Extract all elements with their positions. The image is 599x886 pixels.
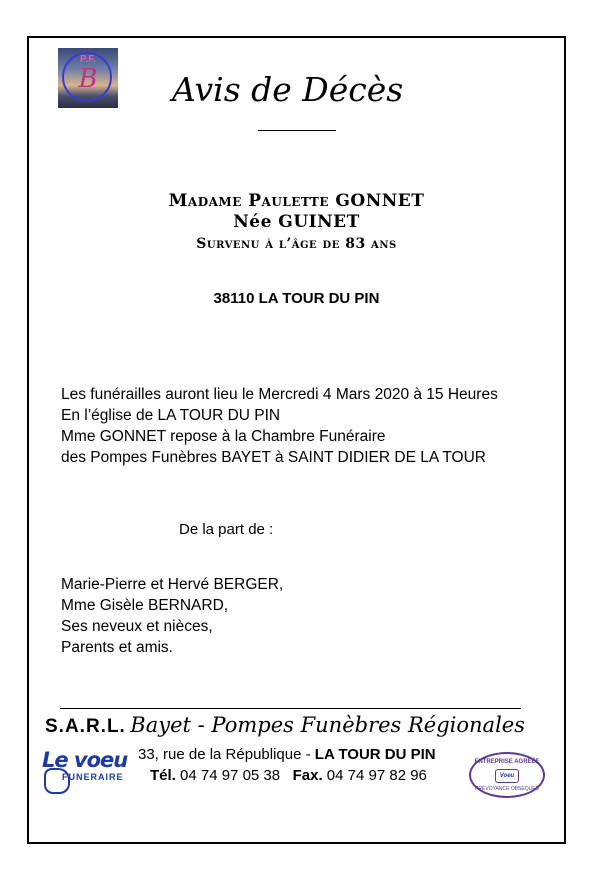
age-line: Survenu à l’âge de 83 ans [196,236,397,252]
deceased-name: Madame Paulette GONNET [168,191,425,211]
company-address [138,746,436,763]
tel-number: 04 74 97 05 38 [175,767,281,784]
fax-label: Fax. [292,767,323,784]
le-voeu-badge [42,748,128,798]
logo-initial: B [78,64,98,94]
address-city: LA TOUR DU PIN [314,746,436,763]
tel-label: Tél. [150,767,176,784]
fax-number: 04 74 97 82 96 [322,767,427,784]
title-divider [258,130,336,131]
company-name: Bayet - Pompes Funèbres Régionales [130,713,526,737]
family-list [61,574,283,658]
company-type: S.A.R.L. [45,716,126,737]
badge-left-main: Le voeu [42,748,128,772]
funeral-details [61,384,498,468]
address-street: 33, rue de la République - [138,746,315,763]
funeral-line: des Pompes Funèbres BAYET à SAINT DIDIER DE LA TOUR [61,449,486,466]
maiden-name: Née GUINET [233,212,360,232]
seal-top-text: ENTREPRISE AGRÉÉE [474,759,540,765]
funeral-line: En l’église de LA TOUR DU PIN [61,407,281,424]
deceased-location: 38110 LA TOUR DU PIN [213,290,380,307]
badge-left-sub: FUNERAIRE [62,772,124,782]
company-logo [58,48,118,108]
company-line [45,713,525,738]
family-line: Marie-Pierre et Hervé BERGER, [61,576,284,593]
family-line: Mme Gisèle BERNARD, [61,597,229,614]
approved-seal [469,752,545,798]
family-line: Ses neveux et nièces, [61,618,213,635]
family-line: Parents et amis. [61,639,173,656]
notice-title: Avis de Décès [172,70,404,109]
company-phones [150,767,427,784]
seal-logo: Voeu [495,769,519,783]
footer-divider [60,708,521,709]
logo-letters: P.F. [80,54,96,65]
on-behalf-label: De la part de : [179,521,274,538]
seal-bottom-text: PRÉVOYANCE OBSÈQUES [475,786,539,792]
funeral-line: Les funérailles auront lieu le Mercredi 4 Mars 2020 à 15 Heures [61,386,498,403]
funeral-line: Mme GONNET repose à la Chambre Funéraire [61,428,386,445]
